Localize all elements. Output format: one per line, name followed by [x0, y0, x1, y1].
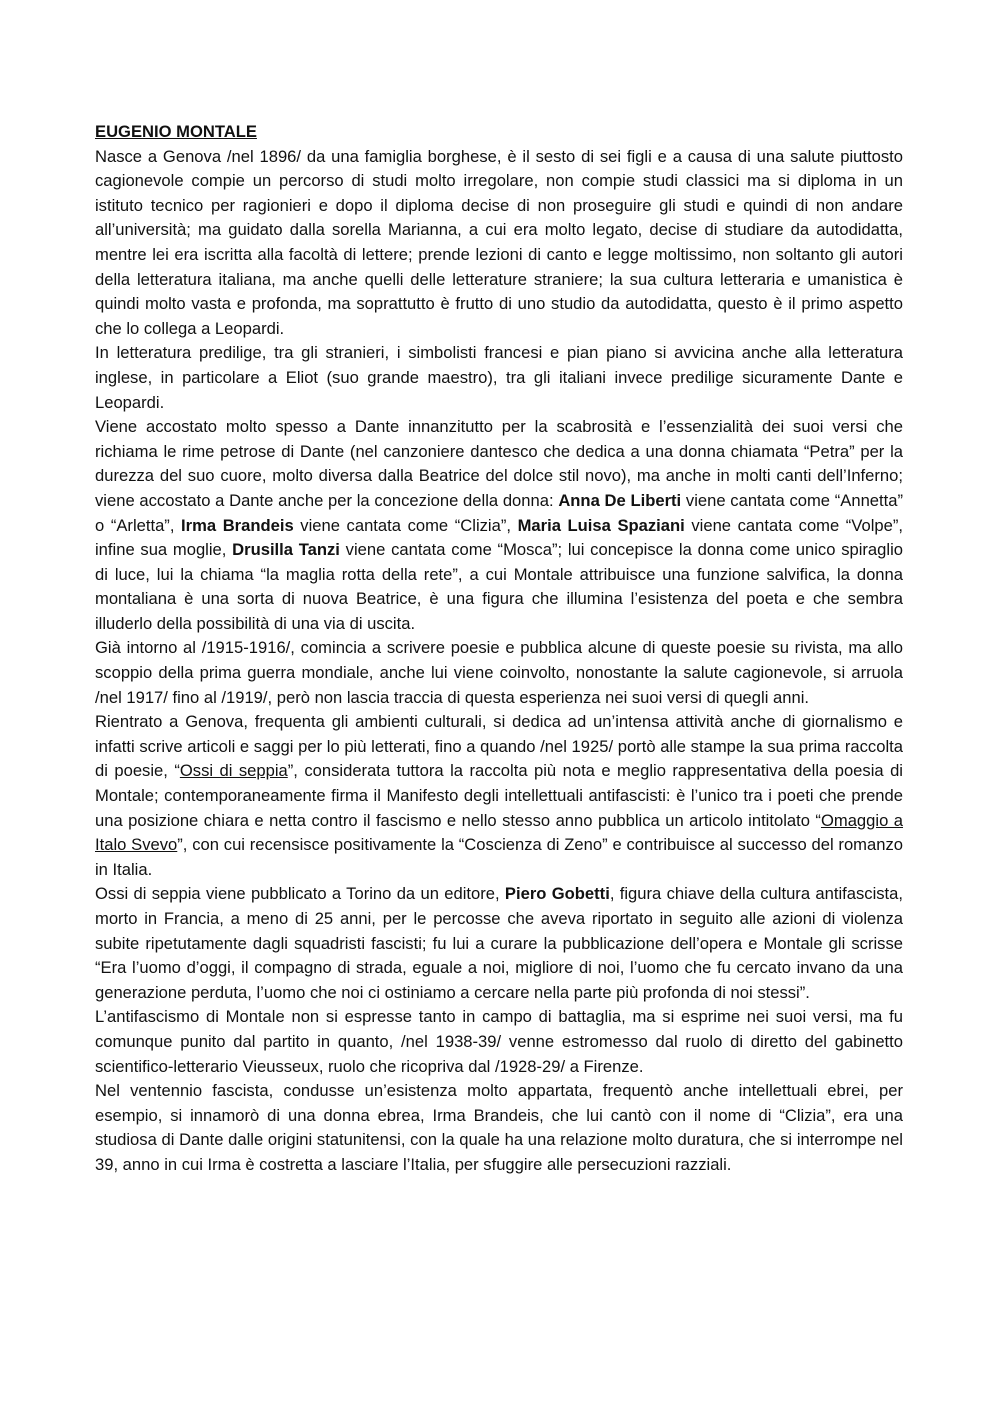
text-run: ”, con cui recensisce positivamente la “Coscienza di Zeno” e contribuisce al successo del romanzo in Italia. — [95, 835, 903, 879]
title-omaggio-a-italo-svevo: Omaggio a Italo Svevo — [95, 810, 904, 855]
text-run: viene cantata come “Volpe”, infine sua moglie, — [95, 515, 903, 560]
name-drusilla-tanzi: Drusilla Tanzi — [232, 540, 340, 560]
document-title: EUGENIO MONTALE — [95, 122, 257, 141]
paragraph-ossi-di-seppia — [95, 710, 903, 882]
name-anna-de-liberti: Anna De Liberti — [558, 490, 682, 510]
paragraph-gobetti — [95, 882, 903, 1005]
paragraph-antifascism: L’antifascismo di Montale non si espresse tanto in campo di battaglia, ma si esprime nei suoi versi, ma fu comunque punito dal partito in quanto, /nel 1938-39/ venne estromesso dal ruolo di diretto del gabinetto scientifico-letterario Vieusseux, ruolo che ricopriva dal /1928-29/ a Firenze. — [95, 1007, 903, 1076]
name-irma-brandeis: Irma Brandeis — [181, 515, 294, 535]
text-run: Rientrato a Genova, frequenta gli ambienti culturali, si dedica ad un’intensa attività anche di giornalismo e infatti scrive articoli e saggi per lo più letterati, fino a quando /nel 1925/ portò alle stampe la sua prima raccolta di poesie, “ — [95, 712, 903, 781]
paragraph-dante-women — [95, 415, 903, 636]
text-run: Viene accostato molto spesso a Dante innanzitutto per la scabrosità e l’essenzialità dei suoi versi che richiama le rime petrose di Dante (nel canzoniere dantesco che dedica a una donna chiamata “Petra” per la durezza del suo cuore, molto diversa dalla Beatrice del dolce stil novo), ma anche in molti canti dell’Inferno; viene accostato a Dante anche per la concezione della donna: — [95, 417, 903, 510]
name-piero-gobetti: Piero Gobetti — [504, 884, 610, 904]
paragraph-first-poems-war: Già intorno al /1915-1916/, comincia a scrivere poesie e pubblica alcune di queste poesie su rivista, ma allo scoppio della prima guerra mondiale, anche lui viene coinvolto, nonostante la salute cagionevole, si arruola /nel 1917/ fino al /1919/, però non lascia traccia di questa esperienza nei suoi versi di quegli anni. — [95, 638, 903, 707]
paragraph-literary-preferences: In letteratura predilige, tra gli stranieri, i simbolisti francesi e pian piano si avvicina anche alla letteratura inglese, in particolare a Eliot (suo grande maestro), tra gli italiani invece predilige sicuramente Dante e Leopardi. — [95, 343, 903, 412]
paragraph-birth-education: Nasce a Genova /nel 1896/ da una famiglia borghese, è il sesto di sei figli e a causa di una salute piuttosto cagionevole compie un percorso di studi molto irregolare, non compie studi classici ma si diploma in un istituto tecnico per ragionieri e dopo il diploma decise di non proseguire gli studi e quindi di non andare all’università; ma guidato dalla sorella Marianna, a cui era molto legato, decise di studiare da autodidatta, mentre lei era iscritta alla facoltà di lettere; prende lezioni di canto e legge moltissimo, non soltanto gli autori della letteratura italiana, ma anche quelli delle letterature straniere; la sua cultura letteraria e umanistica è quindi molto vasta e profonda, ma soprattutto è frutto di uno studio da autodidatta, questo è il primo aspetto che lo collega a Leopardi. — [95, 146, 903, 338]
paragraph-fascist-era: Nel ventennio fascista, condusse un’esistenza molto appartata, frequentò anche intellettuali ebrei, per esempio, si innamorò di una donna ebrea, Irma Brandeis, che lui cantò con il nome di “Clizia”, era una studiosa di Dante dalle origini statunitensi, con la quale ha una relazione molto duratura, che si interrompe nel 39, anno in cui Irma è costretta a lasciare l’Italia, per sfuggire alle persecuzioni razziali. — [95, 1081, 903, 1174]
title-ossi-di-seppia: Ossi di seppia — [179, 761, 288, 781]
text-run: viene cantata come “Mosca”; lui concepisce la donna come unico spiraglio di luce, lui la chiama “la maglia rotta della rete”, a cui Montale attribuisce una funzione salvifica, la donna montaliana è una sorta di nuova Beatrice, è una figura che illumina l’esistenza del poeta e che sembra illuderlo della possibilità di una via di uscita. — [95, 540, 903, 633]
name-maria-luisa-spaziani: Maria Luisa Spaziani — [517, 515, 685, 535]
text-run: Ossi di seppia viene pubblicato a Torino da un editore, — [95, 884, 505, 904]
text-run: viene cantata come “Clizia”, — [293, 515, 518, 535]
text-run: ”, considerata tuttora la raccolta più nota e meglio rappresentativa della poesia di Montale; contemporaneamente firma il Manifesto degli intellettuali antifascisti: è l’unico tra i poeti che prende una posizione chiara e netta contro il fascismo e nello stesso anno pubblica un articolo intitolato “ — [95, 761, 903, 830]
text-run: viene cantata come “Annetta” o “Arletta”, — [95, 490, 903, 535]
document-body — [95, 120, 903, 1178]
text-run: , figura chiave della cultura antifascista, morto in Francia, a meno di 25 anni, per le percosse che aveva riportato in seguito alle azioni di violenza subite ripetutamente dagli squadristi fascisti; fu lui a curare la pubblicazione dell’opera e Montale gli scrisse “Era l’uomo d’oggi, il compagno di strada, eguale a noi, migliore di noi, l’uomo che fu cercato invano da una generazione perduta, l’uomo che noi ci ostiniamo a cercare nella parte più profonda di noi stessi”. — [95, 884, 904, 1002]
